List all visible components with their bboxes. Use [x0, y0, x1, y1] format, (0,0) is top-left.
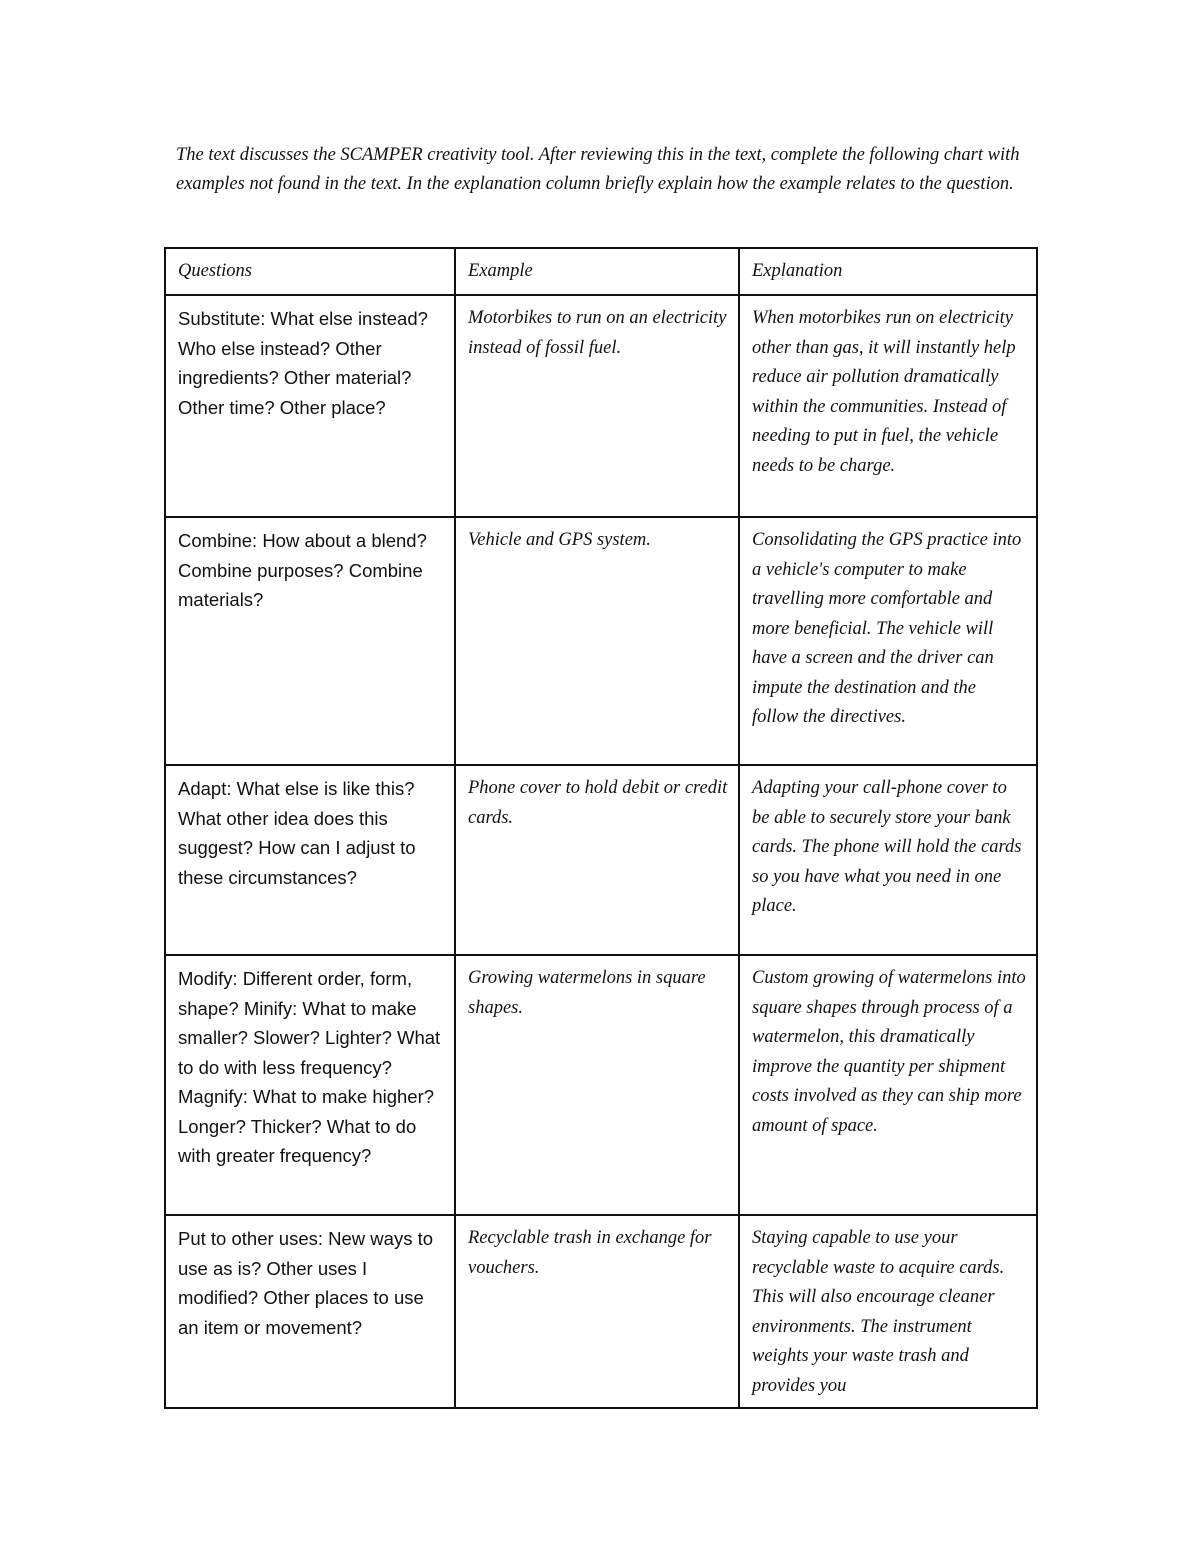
example-cell: Vehicle and GPS system. [455, 517, 739, 765]
question-cell: Modify: Different order, form, shape? Minify: What to make smaller? Slower? Lighter? What to do with less frequency? Magnify: What to make higher? Longer? Thicker? What to do with greater frequency? [165, 955, 455, 1215]
example-cell: Growing watermelons in square shapes. [455, 955, 739, 1215]
header-row [165, 248, 1037, 295]
instructions-text: The text discusses the SCAMPER creativity tool. After reviewing this in the text, complete the following chart with examples not found in the text. In the explanation column briefly explain how the example relates to the question. [176, 145, 1020, 194]
table-row-substitute [165, 295, 1037, 517]
explanation-cell: Consolidating the GPS practice into a vehicle's computer to make travelling more comfortable and more beneficial. The vehicle will have a screen and the driver can impute the destination and the follow the directives. [739, 517, 1037, 765]
table-row-combine [165, 517, 1037, 765]
question-cell: Combine: How about a blend? Combine purposes? Combine materials? [165, 517, 455, 765]
explanation-cell: Custom growing of watermelons into square shapes through process of a watermelon, this dramatically improve the quantity per shipment costs involved as they can ship more amount of space. [739, 955, 1037, 1215]
explanation-cell: Adapting your call-phone cover to be able to securely store your bank cards. The phone will hold the cards so you have what you need in one place. [739, 765, 1037, 955]
explanation-cell: When motorbikes run on electricity other than gas, it will instantly help reduce air pollution dramatically within the communities. Instead of needing to put in fuel, the vehicle needs to be charge. [739, 295, 1037, 517]
question-cell: Substitute: What else instead? Who else instead? Other ingredients? Other material? Other time? Other place? [165, 295, 455, 517]
example-cell: Motorbikes to run on an electricity instead of fossil fuel. [455, 295, 739, 517]
header-example: Example [455, 248, 739, 295]
question-cell: Adapt: What else is like this? What other idea does this suggest? How can I adjust to these circumstances? [165, 765, 455, 955]
header-questions: Questions [165, 248, 455, 295]
example-cell: Phone cover to hold debit or credit cards. [455, 765, 739, 955]
example-cell: Recyclable trash in exchange for vouchers. [455, 1215, 739, 1408]
explanation-cell: Staying capable to use your recyclable waste to acquire cards. This will also encourage cleaner environments. The instrument weights your waste trash and provides you [739, 1215, 1037, 1408]
table-row-put-to-other-uses [165, 1215, 1037, 1408]
question-cell: Put to other uses: New ways to use as is? Other uses I modified? Other places to use an item or movement? [165, 1215, 455, 1408]
table-row-adapt [165, 765, 1037, 955]
scamper-chart [164, 247, 1038, 1409]
header-explanation: Explanation [739, 248, 1037, 295]
table-row-modify [165, 955, 1037, 1215]
